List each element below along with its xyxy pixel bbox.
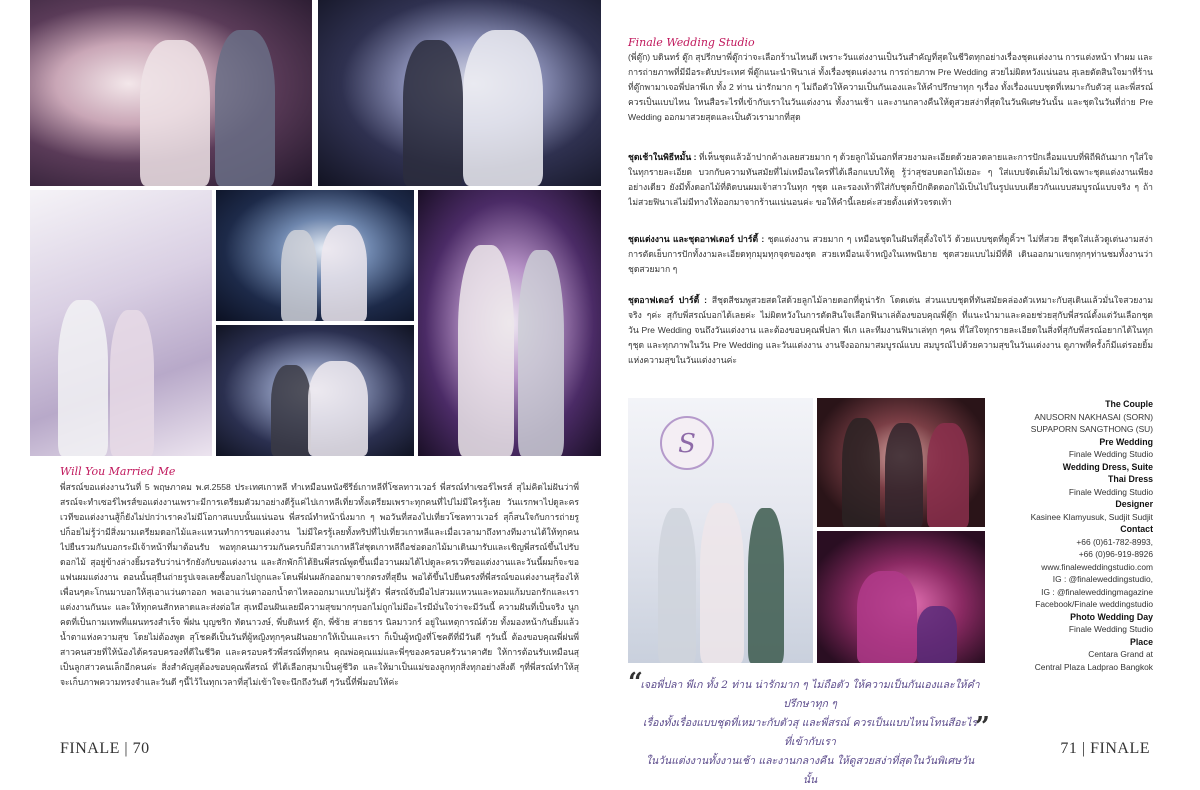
- credit-label: Contact: [1120, 524, 1153, 534]
- paragraph-wedding-dress: [628, 232, 1153, 278]
- folio-right: 71 | FINALE: [1060, 740, 1150, 757]
- credit-label: Pre Wedding: [1099, 436, 1153, 447]
- credits-block: [1013, 398, 1153, 673]
- credit-line: IG : @finaleweddingmagazine: [1041, 586, 1153, 597]
- credit-photo-day: [1013, 611, 1153, 636]
- photo-after-party: [817, 531, 985, 663]
- quote-line: ในวันแต่งงานทั้งงานเช้า และงานกลางคืน ให้ดูสวยสง่าที่สุดในวันพิเศษวันนั้น: [645, 755, 975, 786]
- folio-left: FINALE | 70: [60, 740, 150, 757]
- credit-couple: [1013, 398, 1153, 436]
- photo-couple-garlands: [30, 0, 312, 186]
- credit-line: +66 (0)96-919-8926: [1078, 549, 1153, 559]
- credit-line: Centara Grand at: [1088, 649, 1153, 659]
- label-wedding-dress: ชุดแต่งงาน และชุดอาฟเตอร์ ปาร์ตี้ :: [628, 234, 765, 244]
- paragraph-morning-dress: [628, 150, 1153, 226]
- quote-line: เรื่องทั้งเรื่องแบบชุดที่เหมาะกับตัวสุ และพี่สรณ์ ควรเป็นแบบไหนโทนสีอะไรที่เข้ากับเรา: [642, 717, 978, 748]
- label-after-party: ชุดอาฟเตอร์ ปาร์ตี้ :: [628, 295, 707, 305]
- wedding-logo-icon: [658, 414, 716, 472]
- credit-line: Finale Wedding Studio: [1068, 449, 1153, 459]
- credit-line: SUPAPORN SANGTHONG (SU): [1030, 424, 1153, 434]
- credit-line: Kasinee Klamyusuk, Sudjit Sudjit: [1030, 511, 1153, 522]
- intro-paragraph: (พี่ตู๊ก) บดินทร์ ตู๊ก สุปรีกษาพี่ตู๊กว่าจะเลือกร้านไหนดี เพราะวันแต่งงานเป็นวันสำคัญที่สุดในชีวิตทุกอย่างเรื่องชุดแต่งงาน การแต่งหน้า ทำผม และการถ่ายภาพที่มีมีอระดับประเทศ พี่ตู๊กแนะนำฟินาเล่ ทั้งเรื่องชุดแต่งงาน การถ่ายภาพ Pre Wedding สวยไม่ผิดหวังแน่นอน สุเลยตัดสินใจมาที่ร้านที่ตู๊กพามาเจอพี่ปลาพีเก ทั้ง 2 ท่าน น่ารักมาก ๆ ไม่ถือตัวให้ความเป็นกันเองและให้คำปรึกษาทุก ๆเรื่อง ทั้งเรื่องแบบชุดที่เหมาะกับตัวสุ และพี่สรณ์ควรเป็นแบบไหน ใหนสือระไรที่เข้ากับเราในวันแต่งงาน ทั้งงานเช้า และงานกลางคืนให้ดูสวยสง่าที่สุดในวันพิเศษวันนั้น และชุดในวันที่ถ่าย Pre Wedding ออกมาสวยสุดและเป็นตัวเรามากที่สุด: [628, 52, 1153, 122]
- credit-label: Designer: [1115, 499, 1153, 509]
- text-wedding-dress: ชุดแต่งงาน สวยมาก ๆ เหมือนชุดในฝันที่สุตั้งใจไว้ ด้วยแบบชุดที่ดูคิ้วฯ ไม่ที่สวย สีชุดใส่แล้วดูเด่นงามสง่า การตัดเย็บการปักทั้งงามละเอียดทุกมุมทุกจุดของชุด สวยเหมือนเจ้าหญิงในเทพนิยาย ชุดสวยแบบไม่มีที่ติ เดินออกมาแขกทุกๆท่านชมทั้งงานว่าชุดสวยมาก ๆ: [628, 234, 1153, 274]
- photo-cake-cutting: [30, 190, 212, 456]
- website-link[interactable]: www.finaleweddingstudio.com: [1041, 561, 1153, 572]
- credit-label: Place: [1130, 636, 1153, 647]
- credit-line: Facebook/Finale weddingstudio: [1035, 599, 1153, 609]
- credit-line: Finale Wedding Studio: [1068, 624, 1153, 634]
- pull-quote: [640, 676, 980, 790]
- photo-couple-stage: [216, 190, 414, 321]
- credit-label: Thai Dress: [1108, 474, 1153, 484]
- photo-guests: [817, 398, 985, 527]
- section-heading-right: Finale Wedding Studio: [628, 36, 755, 49]
- svg-text:S: S: [678, 429, 696, 459]
- quote-line: เจอพี่ปลา พีเก ทั้ง 2 ท่าน น่ารักมาก ๆ ไม่ถือตัว ให้ความเป็นกันเองและให้คำปรึกษาทุก ๆ: [640, 679, 980, 710]
- credit-line: Finale Wedding Studio: [1068, 486, 1153, 497]
- photo-couple-dance: [216, 325, 414, 456]
- credit-label: Photo Wedding Day: [1070, 611, 1153, 622]
- credit-line: +66 (0)61-782-8993,: [1076, 536, 1153, 547]
- open-quote-icon: “: [628, 668, 643, 698]
- story-paragraph: พี่สรณ์ขอแต่งงานวันที่ 5 พฤษภาคม พ.ศ.2558 ประเทศเกาหลี ทำเหมือนหนังซีรีย์เกาหลีที่โซลทาวเวอร์ พี่สรณ์ทำเซอร์ไพรส์ สุไม่คิดไม่ฝันว่าพี่สรณ์จะทำเซอร์ไพรส์ขอแต่งงานเพราะมีการเตรียมตัวมาอย่างดีรู้แค่ไปเกาหลีเที่ยวทั้งเตรียมเพราะทุกคนที่ไปไม่มีใครรู้เลย วันแรกพาไปดูละครเวทีขอแต่งงานสู้ก็ยังไม่ปกว่าเราคงไม่มีโอกาสแบบนั้นแน่นอน พี่สรณ์ทำหน้านิ่งมาก ๆ พอวันที่สองไปเที่ยวโซลทาวเวอร์ สุก็สนใจกับการถ่ายรูปก็อยไม่รู้ว่ามีสิ่งมามเตรียมดอกไม้และแหวนทำการขอแต่งงาน ไม่มีใครรู้เลยทั้งทริปที่ไปเที่ยวเกาหลีและเมื่อเวลามาถึงทางทีมงานได้ให้ทุกคนไปยืนรวมกันบอกระมีเจ้าหน้าที่มาต้อนรับ พอทุกคนมารวมกันครบก็มีสาวเกาหลีใส่ชุดเกาหลีถือช่อดอกไม้มาเดินมารับและเชิญพี่สรณ์ขึ้นไปรับดอกไม้ สุอยู่ข้างล่างยิ้มรอรับว่าน่ารักยังกับขอแต่งงาน และสักพักก็ได้ยินพี่สรณ์พูดขึ้นเมื่อวานผมได้ไปดูละครเวทีขอแต่งงานและวันนี้ผมก็จะขอแฟนผมแต่งงาน ตอนนั้นสุยืนถ่ายรูปเจลเลยซื้อบอกไปถูกและโดนพี่ฝนผลักออกมาจากตรงที่สุยืน พอได้ขึ้นไปยืนตรงที่พี่สรณ์ขอแต่งงานสุร้องไห้เพื่อนๆตะโกนมาบอกให้สุเอาแว่นตาออก พอเอาแว่นตาออกน้ำตาไหลออกมาแบบไม่รู้ตัว พี่สรณ์จับมือไปสวมแหวนและหอมแก้มบอกรักและเราแต่งงานกันนะ และให้ทุกคนสักหลาดและส่งต่อใส สุเหมือนฝันเลยมีความสุขมากๆบอกไม่ถูกไม่มีอะไรมีมั่นใจว่าจะมีวันนี้ ความฝันที่เป็นจริง นูกคดที่เป็นกามเทพที่แผนทรงสำเร็จ พี่ฝน บุญชริก ทัดนาวงษ์, พี่บดินทร์ ตู๊ก, พี่ซ้าย สายธาร นิลมาวกร์ อยู่ในเหตุการณ์ด้วย ทั้งมองหน้ากันยิ้มแล้วน้ำตาแห่งความสุข โดยไม่ต้องพูด สุโชคดีเป็นวันที่ผู้หญิงทุกๆคนฝันอยากให้เป็นและเรา ก็เป็นผู้หญิงที่โชคดีที่มีวันดี ๆวันนี้ ต้องขอบคุณพี่ฝนพี่สาวคนสวยที่ให้น้องได้ครอบครองที่ดีในชีวิต และครอบครัวพี่สรณ์ที่ทุกคน คุณพ่อคุณแม่และพี่ๆของครอบครัวนาคาศัย ให้การต้อนรับเหมือนสุเป็นลูกสาวคนเล็กอีกคนค่ะ สิ่งสำคัญสุต้องขอบคุณพี่สรณ์ ที่ได้เลือกสุมาเป็นคู่ชีวิต และให้มาเป็นแม่ของลูกทุกสิ่งทุกอย่างสิ่งดี ๆที่พี่สรณ์ทำให้สุ จะเก็บภาพความทรงจำและวันดี ๆนี้ไว้ในทุกเวลาที่สุไม่เข้าใจจะนึกถึงวันดี ๆวันนี้ที่พี่มอบให้ค่ะ: [60, 482, 579, 687]
- paragraph-after-party: [628, 293, 1153, 385]
- credit-line: Central Plaza Ladprao Bangkok: [1034, 661, 1153, 672]
- label-morning-dress: ชุดเช้าในพิธีหมั้น :: [628, 152, 697, 162]
- photo-couple-purple: [418, 190, 601, 456]
- photo-couple-backdrop: [628, 398, 813, 663]
- credit-label: The Couple: [1105, 399, 1153, 409]
- credit-line: ANUSORN NAKHASAI (SORN): [1034, 411, 1153, 422]
- text-after-party: สีชุดสีชมพูสวยสดใสด้วยลูกไม้ลายดอกที่ดูน่ารัก โดดเด่น ส่วนแบบชุดที่ทันสมัยคล่องตัวเหมาะกับสุเดินแล้วมั่นใจสวยงามจริง ๆค่ะ สุกับพี่สรณ์บอกได้เลยค่ะ ไม่ผิดหวังในการตัดสินใจเลือกฟินาเล่ต้องขอบคุณพี่ตู๊ก ที่แนะนำมาและคอยช่วยสุกับพี่สรณ์ตั้งแต่วันเลือกชุด วัน Pre Wedding จนถึงวันแต่งงาน และต้องขอบคุณพี่ปลา พีเก และทีมงานฟินาเล่ทุก ๆคน ที่ใส่ใจทุกรายละเอียดในสิ่งที่สุกับพี่สรณ์อยากได้ในทุก ๆชุด และทุกภาพในวัน Pre Wedding และวันแต่งงาน งานจึงออกมาสมบูรณ์แบบ สมบูรณ์ไปด้วยความสุขในวันแต่งงาน ดูภาพที่ครั้งก็มีแต่รอยยิ้มแห่งความสุขในวันแต่งงานค่ะ: [628, 295, 1153, 365]
- credit-place: [1013, 636, 1153, 674]
- credit-dress: [1013, 461, 1153, 499]
- credit-pre-wedding: [1013, 436, 1153, 461]
- credit-label: Wedding Dress, Suite: [1062, 461, 1153, 472]
- credit-designer: [1013, 498, 1153, 523]
- text-morning-dress: ที่เห็นชุดแล้วอ้าปากค้างเลยสวยมาก ๆ ด้วยลูกไม้นอกที่สวยงามละเอียดด้วยลวดลายและการปักเลื่อมแบบที่พิถีพิถันมาก ๆใส่ใจในทุกรายละเอียด บวกกับความทันสมัยที่ไม่เหมือนใครที่ได้เลือกแบบให้ดู รู้ว่าสุชอบดอกไม้เยอะ ๆ ใส่แบบจัดเต็มไม่ใช่เฉพาะชุดแต่งงานเพียงอย่างเดียว ยังมีทั้งดอกไม้ที่ติดบนผมเจ้าสาวในทุก ๆชุด และรองเท้าที่ใส่กับชุดก็ปักติดดอกไม้เป็นไปในรูปแบบเดียวกันแบบสมบูรณ์แบบจริง ๆ ถ้าไม่สวยฟินาเล่ไม่มีทางให้ออกมาจากร้านแน่นอนค่ะ ขอให้คำนี้เลยค่ะสวยตั้งแต่หัวจรดเท้า: [628, 152, 1153, 207]
- photo-couple-walking: [318, 0, 601, 186]
- credit-contact: [1013, 523, 1153, 611]
- credit-line: IG : @finaleweddingstudio,: [1052, 574, 1153, 584]
- section-heading-left: Will You Married Me: [60, 465, 176, 478]
- close-quote-icon: ”: [975, 712, 990, 742]
